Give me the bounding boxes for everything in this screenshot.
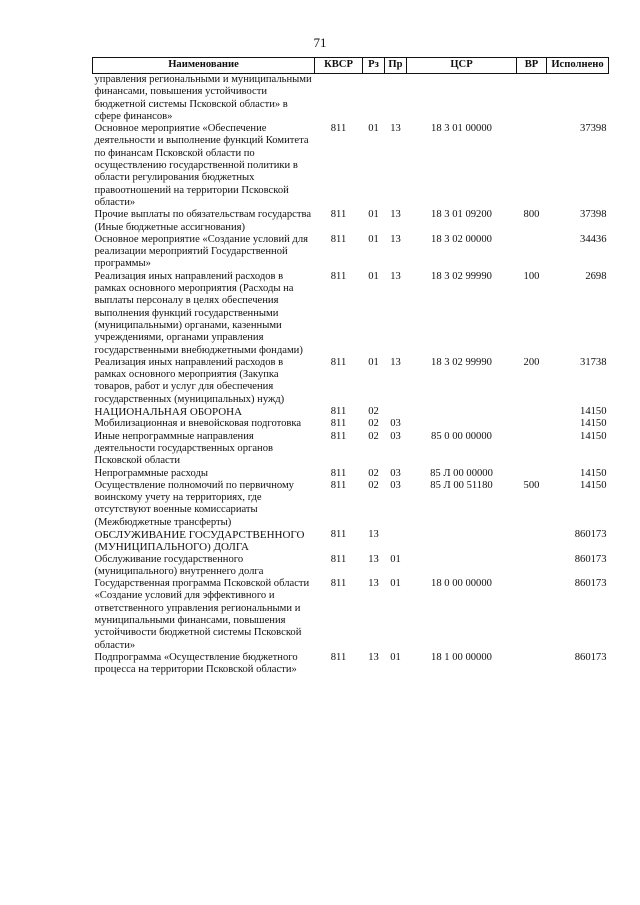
cell-kvsr: 811 [330, 578, 347, 590]
cell-rz: 01 [368, 209, 379, 221]
cell-pr: 01 [390, 578, 401, 590]
cell-kvsr: 811 [330, 479, 347, 491]
cell-name: Непрограммные расходы [94, 467, 208, 479]
cell-csr: 18 3 02 99990 [431, 270, 492, 282]
cell-amount: 860173 [574, 528, 607, 540]
cell-csr: 85 0 00 00000 [431, 430, 492, 442]
cell-name: Обслуживание государственного (муниципального) внутреннего долга [94, 553, 264, 577]
page-number: 71 [313, 35, 327, 50]
cell-amount: 34436 [580, 233, 607, 245]
cell-amount: 14150 [580, 430, 607, 442]
cell-rz: 02 [368, 479, 379, 491]
cell-name: Осуществление полномочий по первичному воинскому учету на территориях, где отсутствуют военные комиссариаты (Межбюджетные трансферты) [94, 479, 294, 528]
cell-amount: 860173 [574, 553, 607, 565]
cell-pr: 03 [390, 430, 401, 442]
cell-amount [547, 74, 609, 124]
cell-csr: 18 3 01 00000 [431, 123, 492, 135]
cell-vr [517, 418, 547, 430]
cell-pr: 13 [390, 209, 401, 221]
table-row [93, 480, 609, 529]
column-header-rz: Рз [363, 58, 385, 74]
cell-kvsr: 811 [330, 430, 347, 442]
table-row [93, 578, 609, 652]
cell-amount: 14150 [580, 479, 607, 491]
cell-amount: 860173 [574, 578, 607, 590]
cell-amount: 860173 [574, 651, 607, 663]
cell-name: Мобилизационная и вневойсковая подготовка [94, 418, 302, 430]
cell-vr [517, 406, 547, 418]
cell-name: Подпрограмма «Осуществление бюджетного процесса на территории Псковской области» [94, 651, 298, 676]
cell-rz [363, 74, 385, 124]
cell-kvsr: 811 [330, 270, 347, 282]
cell-rz: 01 [368, 233, 379, 245]
cell-name: Иные непрограммные направления деятельности государственных органов Псковской области [94, 430, 274, 467]
cell-vr [517, 123, 547, 209]
table-row [93, 468, 609, 480]
cell-name: ОБСЛУЖИВАНИЕ ГОСУДАРСТВЕННОГО (МУНИЦИПАЛЬНОГО) ДОЛГА [94, 528, 305, 554]
cell-pr: 03 [390, 418, 401, 430]
cell-kvsr: 811 [330, 233, 347, 245]
cell-name: Прочие выплаты по обязательствам государства (Иные бюджетные ассигнования) [94, 209, 312, 233]
cell-rz: 01 [368, 123, 379, 135]
cell-rz: 02 [368, 467, 379, 479]
table-row [93, 357, 609, 406]
cell-amount: 2698 [585, 270, 607, 282]
cell-pr: 13 [390, 270, 401, 282]
cell-pr: 13 [390, 123, 401, 135]
table-row [93, 554, 609, 579]
table-row [93, 431, 609, 468]
column-header-name: Наименование [93, 58, 315, 74]
cell-vr [517, 234, 547, 271]
cell-vr [517, 554, 547, 579]
cell-csr: 85 Л 00 51180 [430, 479, 493, 491]
table-header-row [93, 58, 609, 74]
cell-rz: 02 [368, 430, 379, 442]
cell-kvsr: 811 [330, 356, 347, 368]
table-row [93, 529, 609, 554]
cell-kvsr: 811 [330, 418, 347, 430]
cell-name: управления региональными и муниципальными финансами, повышения устойчивости бюджетной системы Псковской области» в сфере финансов» [94, 74, 312, 122]
cell-rz: 02 [368, 418, 379, 430]
cell-csr [407, 418, 517, 430]
cell-pr: 03 [390, 467, 401, 479]
cell-amount: 37398 [580, 209, 607, 221]
table-row [93, 209, 609, 234]
cell-name: Государственная программа Псковской области «Создание условий для эффективного и ответственного управления региональными и муниципальными финансами, повышения устойчивости бюджетной системы Псковской области» [94, 578, 310, 651]
cell-name: Основное мероприятие «Обеспечение деятельности и выполнение функций Комитета по финансам Псковской области по осуществлению государственной политики в области регулирования бюджетных правоотношений на территории Псковской области» [94, 123, 309, 208]
cell-rz: 13 [368, 528, 379, 540]
cell-csr: 18 0 00 00000 [431, 578, 492, 590]
cell-vr [517, 652, 547, 677]
cell-pr: 01 [390, 553, 401, 565]
cell-pr: 13 [390, 356, 401, 368]
table-row [93, 271, 609, 357]
table-row [93, 652, 609, 677]
table-row [93, 123, 609, 209]
cell-vr: 500 [523, 479, 540, 491]
table-row [93, 406, 609, 418]
cell-vr [517, 431, 547, 468]
cell-kvsr: 811 [330, 467, 347, 479]
cell-vr [517, 74, 547, 124]
cell-vr [517, 468, 547, 480]
cell-csr [407, 74, 517, 124]
cell-pr [385, 406, 407, 418]
cell-rz: 01 [368, 270, 379, 282]
table-row [93, 418, 609, 430]
cell-rz: 13 [368, 651, 379, 663]
cell-rz: 13 [368, 578, 379, 590]
cell-vr: 200 [523, 356, 540, 368]
cell-vr [517, 529, 547, 554]
column-header-amount: Исполнено [547, 58, 609, 74]
cell-amount: 37398 [580, 123, 607, 135]
cell-rz: 02 [368, 406, 379, 418]
cell-csr: 18 3 01 09200 [431, 209, 492, 221]
cell-kvsr: 811 [330, 209, 347, 221]
column-header-pr: Пр [385, 58, 407, 74]
cell-name: Реализация иных направлений расходов в рамках основного мероприятия (Расходы на выплаты персоналу в целях обеспечения выполнения функций государственными (муниципальными) органами, казенными учреждениями, органами управления государственными внебюджетными фондами) [94, 270, 303, 356]
cell-pr: 01 [390, 651, 401, 663]
cell-pr: 03 [390, 479, 401, 491]
column-header-vr: ВР [517, 58, 547, 74]
cell-amount: 14150 [580, 418, 607, 430]
cell-pr [385, 74, 407, 124]
cell-csr: 85 Л 00 00000 [430, 467, 493, 479]
cell-kvsr: 811 [330, 406, 347, 418]
column-header-kvsr: КВСР [315, 58, 363, 74]
table-row [93, 234, 609, 271]
cell-rz: 01 [368, 356, 379, 368]
cell-pr: 13 [390, 233, 401, 245]
budget-table [92, 57, 609, 677]
cell-kvsr: 811 [330, 528, 347, 540]
cell-vr: 100 [523, 270, 540, 282]
table-body [93, 74, 609, 677]
cell-csr: 18 1 00 00000 [431, 651, 492, 663]
cell-kvsr: 811 [330, 123, 347, 135]
cell-name: НАЦИОНАЛЬНАЯ ОБОРОНА [94, 406, 243, 419]
cell-kvsr [315, 74, 363, 124]
table-row [93, 74, 609, 124]
cell-kvsr: 811 [330, 651, 347, 663]
cell-kvsr: 811 [330, 553, 347, 565]
cell-name: Реализация иных направлений расходов в рамках основного мероприятия (Закупка товаров, работ и услуг для обеспечения государственных (муниципальных) нужд) [94, 356, 285, 405]
cell-csr: 18 3 02 99990 [431, 356, 492, 368]
cell-amount: 14150 [580, 406, 607, 418]
cell-amount: 31738 [580, 356, 607, 368]
cell-vr [517, 578, 547, 652]
cell-csr [407, 554, 517, 579]
cell-csr [407, 406, 517, 418]
cell-name: Основное мероприятие «Создание условий для реализации мероприятий Государственной программы» [94, 233, 308, 270]
cell-rz: 13 [368, 553, 379, 565]
cell-amount: 14150 [580, 467, 607, 479]
cell-csr [407, 529, 517, 554]
cell-vr: 800 [523, 209, 540, 221]
cell-csr: 18 3 02 00000 [431, 233, 492, 245]
column-header-csr: ЦСР [407, 58, 517, 74]
cell-pr [385, 529, 407, 554]
